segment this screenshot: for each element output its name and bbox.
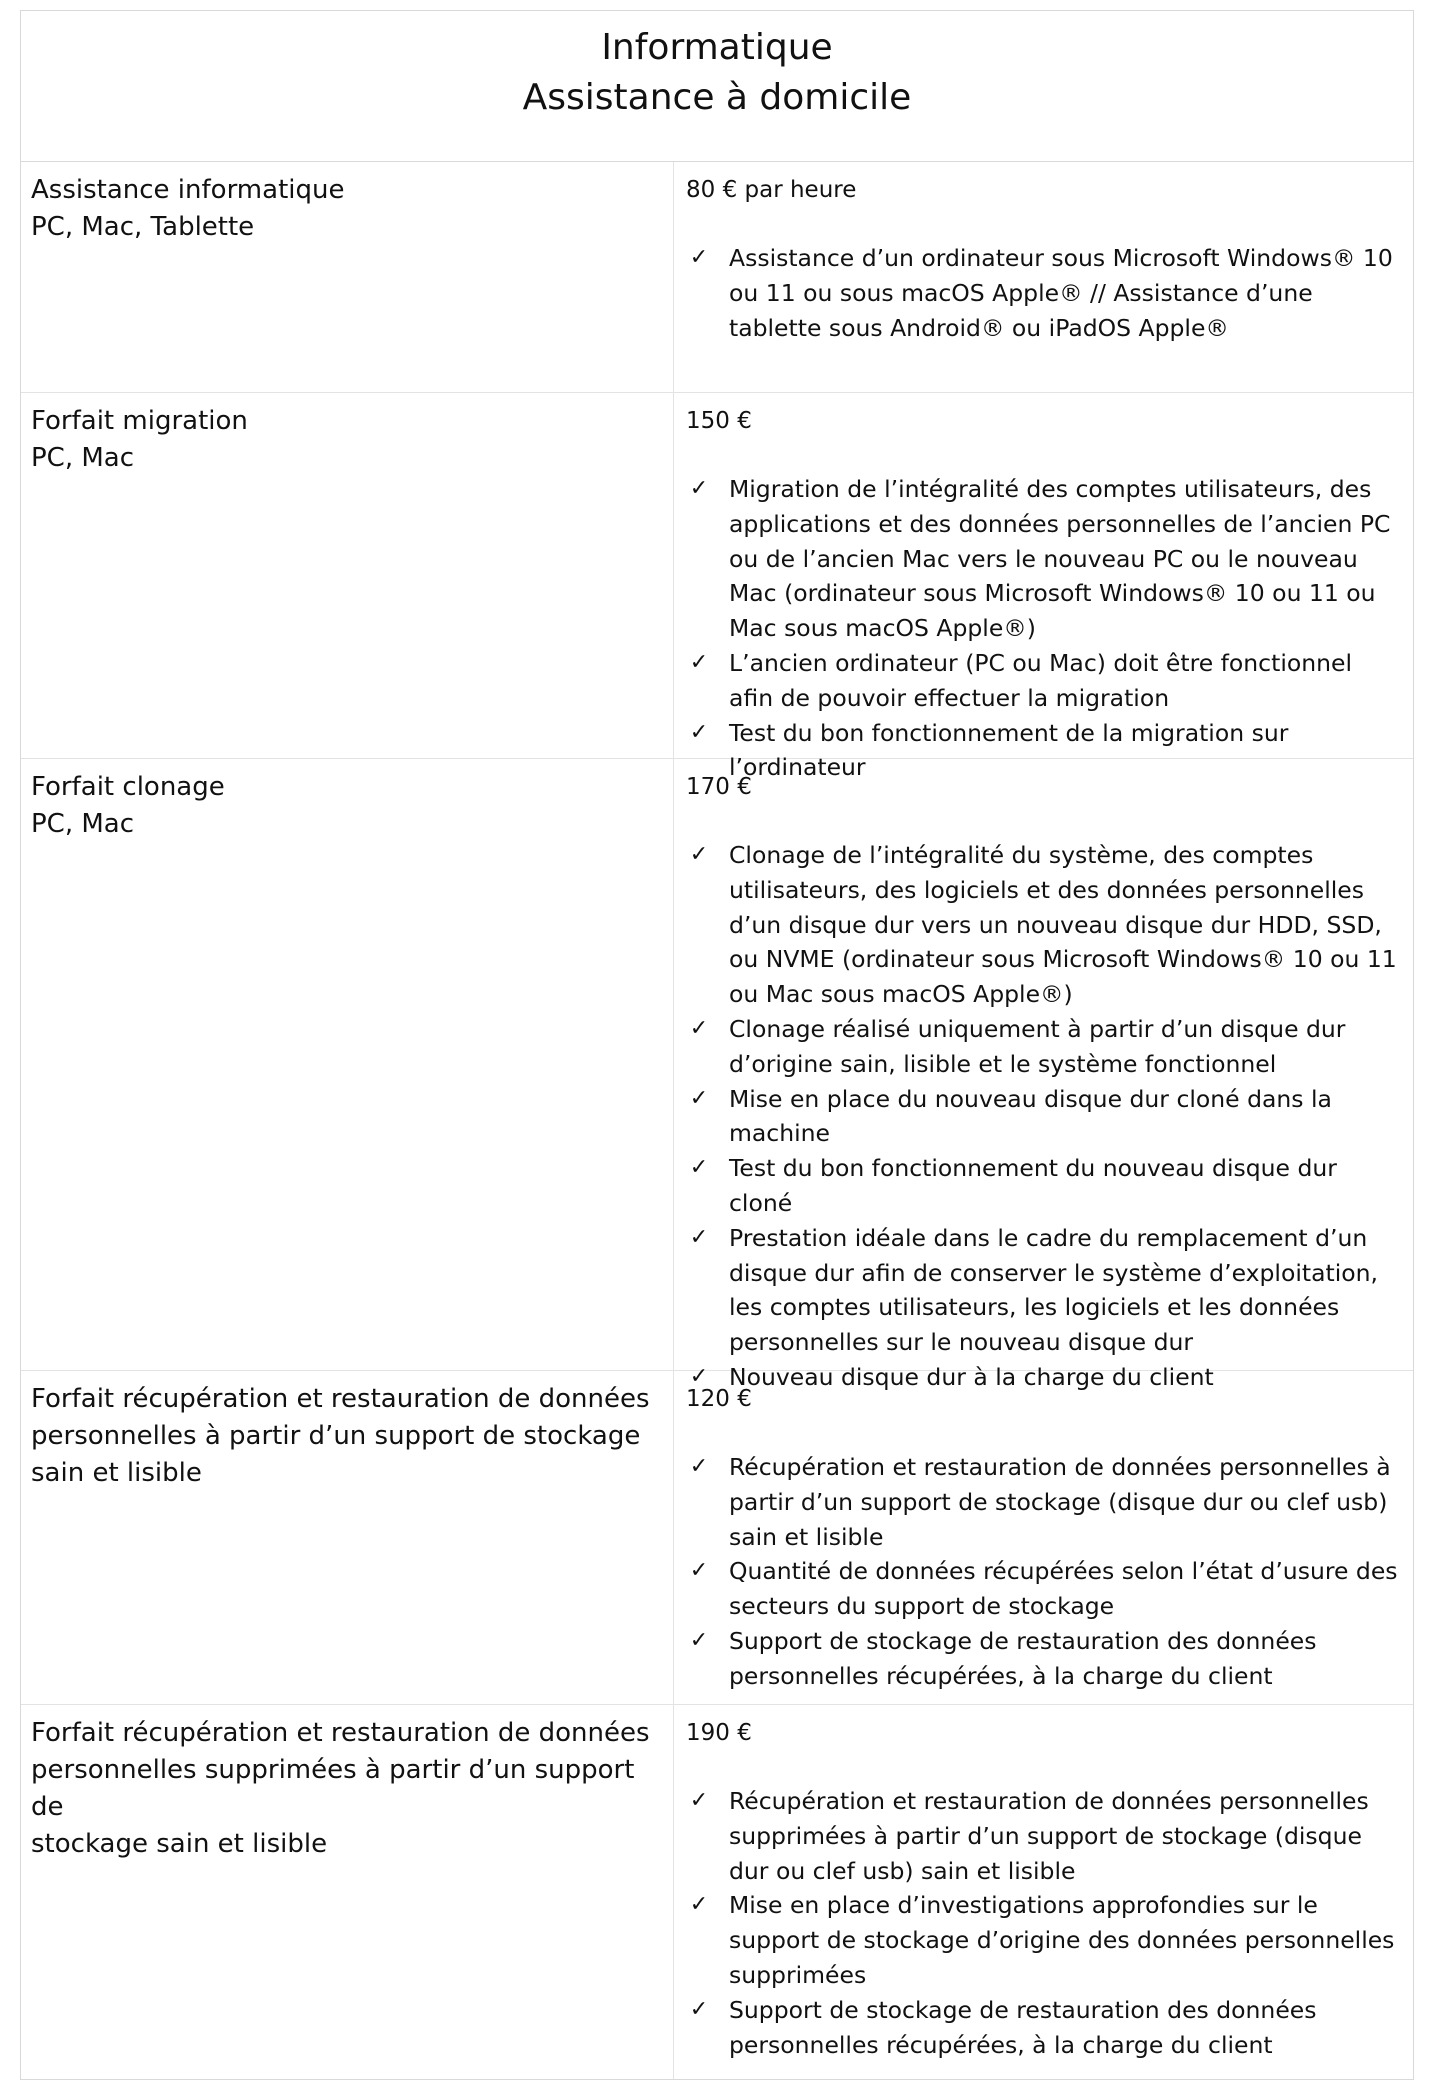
checkmark-icon: ✓ xyxy=(689,476,709,501)
feature-item: ✓ Récupération et restauration de données personnelles à partir d’un support de stockage (disque dur ou clef usb) sain et lisible xyxy=(686,1450,1403,1554)
feature-item: ✓ Mise en place d’investigations approfondies sur le support de stockage d’origine des données personnelles supprimées xyxy=(686,1888,1403,1992)
feature-list xyxy=(686,1450,1403,1694)
checkmark-icon: ✓ xyxy=(689,1015,709,1041)
feature-item: ✓ Support de stockage de restauration des données personnelles récupérées, à la charge du client xyxy=(686,1624,1403,1694)
price-sheet xyxy=(20,10,1414,2080)
service-name-line: PC, Mac, Tablette xyxy=(31,212,255,242)
service-details xyxy=(674,1705,1413,2079)
page-subtitle: Assistance à domicile xyxy=(522,77,912,118)
service-details xyxy=(674,162,1413,392)
feature-item: ✓ Quantité de données récupérées selon l’état d’usure des secteurs du support de stockage xyxy=(686,1554,1403,1624)
service-row xyxy=(21,1371,1413,1705)
service-row xyxy=(21,1705,1413,2079)
service-name-line: PC, Mac xyxy=(31,443,135,473)
service-name-line: stockage sain et lisible xyxy=(31,1829,328,1859)
checkmark-icon: ✓ xyxy=(689,1627,709,1653)
service-name-line: Forfait clonage xyxy=(31,772,225,802)
page-header xyxy=(21,11,1413,162)
service-name xyxy=(21,1371,674,1704)
service-name-line: Forfait récupération et restauration de données xyxy=(31,1718,650,1748)
service-price: 150 € xyxy=(686,408,752,434)
service-details xyxy=(674,759,1413,1391)
service-details xyxy=(674,393,1413,782)
service-name-line: PC, Mac xyxy=(31,809,135,839)
checkmark-icon: ✓ xyxy=(689,1788,709,1813)
service-name xyxy=(21,1705,674,2079)
feature-list xyxy=(686,472,1403,785)
feature-item: ✓ Assistance d’un ordinateur sous Microsoft Windows® 10 ou 11 ou sous macOS Apple® // Assistance d’une tablette sous Android® ou iPadOS Apple® xyxy=(686,241,1403,345)
service-name xyxy=(21,162,674,392)
feature-item: ✓ Récupération et restauration de données personnelles supprimées à partir d’un support de stockage (disque dur ou clef usb) sain et lisible xyxy=(686,1784,1403,1888)
feature-item: ✓ Test du bon fonctionnement de la migration sur l’ordinateur xyxy=(686,716,1403,786)
checkmark-icon: ✓ xyxy=(689,1085,709,1111)
feature-list xyxy=(686,241,1403,345)
feature-item: ✓ Clonage réalisé uniquement à partir d’un disque dur d’origine sain, lisible et le système fonctionnel xyxy=(686,1012,1403,1082)
service-name-line: personnelles à partir d’un support de stockage xyxy=(31,1421,641,1451)
checkmark-icon: ✓ xyxy=(689,842,709,867)
feature-item: ✓ L’ancien ordinateur (PC ou Mac) doit être fonctionnel afin de pouvoir effectuer la migration xyxy=(686,646,1403,716)
page-title: Informatique xyxy=(601,27,833,68)
service-name xyxy=(21,759,674,1370)
service-price: 190 € xyxy=(686,1720,752,1746)
service-price: 120 € xyxy=(686,1386,752,1412)
checkmark-icon: ✓ xyxy=(689,1892,709,1918)
service-name-line: Forfait migration xyxy=(31,406,248,436)
checkmark-icon: ✓ xyxy=(689,1558,709,1584)
checkmark-icon: ✓ xyxy=(689,1224,709,1250)
checkmark-icon: ✓ xyxy=(689,649,709,675)
service-row xyxy=(21,759,1413,1391)
service-price: 170 € xyxy=(686,774,752,800)
service-row xyxy=(21,393,1413,782)
checkmark-icon: ✓ xyxy=(689,1155,709,1181)
checkmark-icon: ✓ xyxy=(689,719,709,745)
checkmark-icon: ✓ xyxy=(689,1454,709,1479)
feature-item: ✓ Nouveau disque dur à la charge du client xyxy=(686,1360,1403,1395)
feature-item: ✓ Clonage de l’intégralité du système, des comptes utilisateurs, des logiciels et des données personnelles d’un disque dur vers un nouveau disque dur HDD, SSD, ou NVME (ordinateur sous Microsoft Windows® 10 ou 11 ou Mac sous macOS Apple®) xyxy=(686,838,1403,1012)
service-name-line: Assistance informatique xyxy=(31,175,345,205)
service-row xyxy=(21,162,1413,393)
feature-item: ✓ Migration de l’intégralité des comptes utilisateurs, des applications et des données personnelles de l’ancien PC ou de l’ancien Mac vers le nouveau PC ou le nouveau Mac (ordinateur sous Microsoft Windows® 10 ou 11 ou Mac sous macOS Apple®) xyxy=(686,472,1403,646)
checkmark-icon: ✓ xyxy=(689,245,709,270)
service-name-line: sain et lisible xyxy=(31,1458,202,1488)
checkmark-icon: ✓ xyxy=(689,1996,709,2022)
service-price: 80 € par heure xyxy=(686,177,857,203)
feature-item: ✓ Prestation idéale dans le cadre du remplacement d’un disque dur afin de conserver le système d’exploitation, les comptes utilisateurs, les logiciels et les données personnelles sur le nouveau disque dur xyxy=(686,1221,1403,1360)
feature-item: ✓ Support de stockage de restauration des données personnelles récupérées, à la charge du client xyxy=(686,1993,1403,2063)
feature-item: ✓ Test du bon fonctionnement du nouveau disque dur cloné xyxy=(686,1151,1403,1221)
service-name-line: personnelles supprimées à partir d’un support de xyxy=(31,1755,635,1822)
checkmark-icon: ✓ xyxy=(689,1363,709,1389)
service-name-line: Forfait récupération et restauration de données xyxy=(31,1384,650,1414)
service-details xyxy=(674,1371,1413,1704)
service-name xyxy=(21,393,674,758)
feature-item: ✓ Mise en place du nouveau disque dur cloné dans la machine xyxy=(686,1082,1403,1152)
feature-list xyxy=(686,838,1403,1395)
feature-list xyxy=(686,1784,1403,2062)
